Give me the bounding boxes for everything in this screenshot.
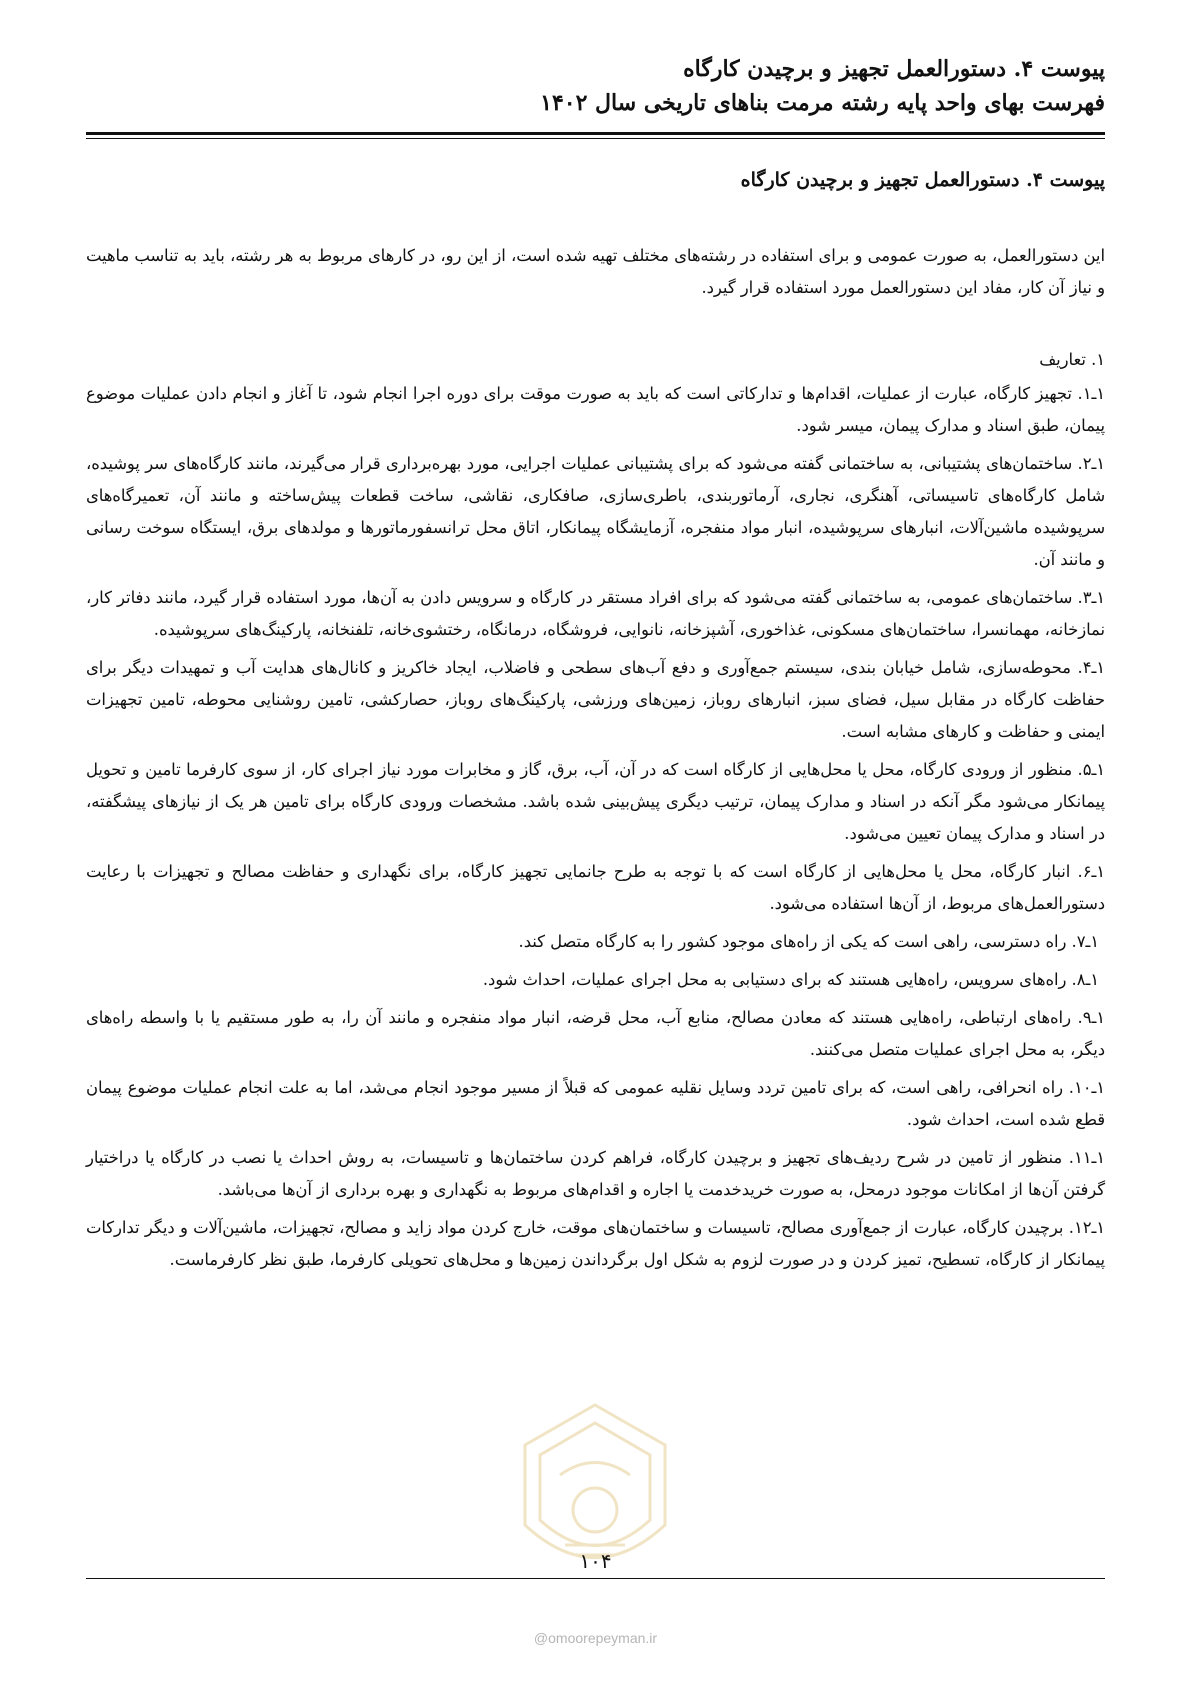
- body-text: [86, 240, 1105, 1282]
- footer-rule: [86, 1578, 1105, 1579]
- header-rule-thin: [86, 138, 1105, 139]
- intro-paragraph: این دستورالعمل، به صورت عمومی و برای استفاده در رشته‌های مختلف تهیه شده است، از این رو، در کارهای مربوط به هر رشته، باید به تناسب ماهیت و نیاز آن کار، مفاد این دستورالعمل مورد استفاده قرار گیرد.: [86, 246, 1105, 297]
- clause-1-2: ۱ـ۲. ساختمان‌های پشتیبانی، به ساختمانی گفته می‌شود که برای پشتیبانی عملیات اجرایی، مورد بهره‌برداری قرار می‌گیرند، مانند کارگاه‌های سر پوشیده، شامل کارگاه‌های تاسیساتی، آهنگری، نجاری، آرماتوربندی، باطری‌سازی، صافکاری، نقاشی، ساخت قطعات پیش‌ساخته و مانند آن، تعمیرگاه‌های سرپوشیده ماشین‌آلات، انبارهای سرپوشیده، انبار مواد منفجره، آزمایشگاه پیمانکار، اتاق محل ترانسفورماتورها و مولدهای برق، ایستگاه سوخت رسانی و مانند آن.: [86, 454, 1105, 569]
- clause-1-12: ۱ـ۱۲. برچیدن کارگاه، عبارت از جمع‌آوری مصالح، تاسیسات و ساختمان‌های موقت، خارج کردن مواد زاید و مصالح، تجهیزات، ماشین‌آلات و دیگر تدارکات پیمانکار از کارگاه، تسطیح، تمیز کردن و در صورت لزوم به شکل اول برگرداندن زمین‌ها و محل‌های تحویلی کارفرما، طبق نظر کارفرماست.: [86, 1218, 1105, 1269]
- clause-1-1: ۱ـ۱. تجهیز کارگاه، عبارت از عملیات، اقدام‌ها و تدارکاتی است که باید به صورت موقت برای دوره اجرا انجام شود، تا آغاز و انجام دادن عملیات موضوع پیمان، طبق اسناد و مدارک پیمان، میسر شود.: [86, 384, 1105, 435]
- clause-1-8: ۱ـ۸. راه‌های سرویس، راه‌هایی هستند که برای دستیابی به محل اجرای عملیات، احداث شود.: [482, 970, 1099, 989]
- running-header: [86, 52, 1105, 120]
- clause-1-3: ۱ـ۳. ساختمان‌های عمومی، به ساختمانی گفته می‌شود که برای افراد مستقر در کارگاه و سرویس دادن به آن‌ها، مورد استفاده قرار گیرد، مانند دفاتر کار، نمازخانه، مهمانسرا، ساختمان‌های مسکونی، غذاخوری، آشپزخانه، نانوایی، فروشگاه، درمانگاه، رختشوی‌خانه، تلفنخانه، پارکینگ‌های سرپوشیده.: [86, 588, 1105, 639]
- header-rule-thick: [86, 132, 1105, 135]
- clause-1-11: ۱ـ۱۱. منظور از تامین در شرح ردیف‌های تجهیز و برچیدن کارگاه، فراهم کردن ساختمان‌ها و تاسیسات، به روش احداث یا نصب در کارگاه یا دراختیار گرفتن آن‌ها از امکانات موجود درمحل، به صورت خریدخدمت یا اجاره و اقدام‌های مربوط به نگهداری و بهره برداری از آن‌ها می‌باشد.: [86, 1148, 1105, 1199]
- header-line-1: پیوست ۴. دستورالعمل تجهیز و برچیدن کارگاه: [683, 56, 1105, 82]
- footer-website: @omoorepeyman.ir: [533, 1630, 658, 1646]
- header-line-2: فهرست بهای واحد پایه رشته مرمت بناهای تاریخی سال ۱۴۰۲: [540, 90, 1105, 116]
- clause-1-5: ۱ـ۵. منظور از ورودی کارگاه، محل یا محل‌هایی از کارگاه است که در آن، آب، برق، گاز و مخابرات مورد نیاز اجرای کار، از سوی کارفرما تامین و تحویل پیمانکار می‌شود مگر آنکه در اسناد و مدارک پیمان، ترتیب دیگری پیش‌بینی شده باشد. مشخصات ورودی کارگاه برای تامین هر یک از نیازهای پیشگفته، در اسناد و مدارک پیمان تعیین می‌شود.: [86, 760, 1105, 843]
- clause-1-9: ۱ـ۹. راه‌های ارتباطی، راه‌هایی هستند که معادن مصالح، منابع آب، محل قرضه، انبار مواد منفجره و مانند آن را، به طور مستقیم یا با واسطه راه‌های دیگر، به محل اجرای عملیات متصل می‌کنند.: [86, 1008, 1105, 1059]
- clause-1-10: ۱ـ۱۰. راه انحرافی، راهی است، که برای تامین تردد وسایل نقلیه عمومی که قبلاً از مسیر موجود انجام می‌شد، اما به علت انجام عملیات موضوع پیمان قطع شده است، احداث شود.: [86, 1078, 1105, 1129]
- clause-1-4: ۱ـ۴. محوطه‌سازی، شامل خیابان بندی، سیستم جمع‌آوری و دفع آب‌های سطحی و فاضلاب، ایجاد خاکریز و کانال‌های هدایت آب و تمهیدات دیگر برای حفاظت کارگاه در مقابل سیل، فضای سبز، انبارهای روباز، زمین‌های ورزشی، پارکینگ‌های روباز، حصارکشی، تامین روشنایی محوطه، تامین تجهیزات ایمنی و حفاظت و کارهای مشابه است.: [86, 658, 1105, 741]
- section-title: پیوست ۴. دستورالعمل تجهیز و برچیدن کارگاه: [740, 169, 1105, 191]
- page-number: ۱۰۴: [579, 1549, 612, 1573]
- clause-1-6: ۱ـ۶. انبار کارگاه، محل یا محل‌هایی از کارگاه است که با توجه به طرح جانمایی تجهیز کارگاه، برای نگهداری و حفاظت مصالح و تجهیزات با رعایت دستورالعمل‌های مربوط، از آن‌ها استفاده می‌شود.: [86, 862, 1105, 913]
- definitions-heading: ۱. تعاریف: [1039, 350, 1105, 369]
- clause-1-7: ۱ـ۷. راه دسترسی، راهی است که یکی از راه‌های موجود کشور را به کارگاه متصل کند.: [518, 932, 1099, 951]
